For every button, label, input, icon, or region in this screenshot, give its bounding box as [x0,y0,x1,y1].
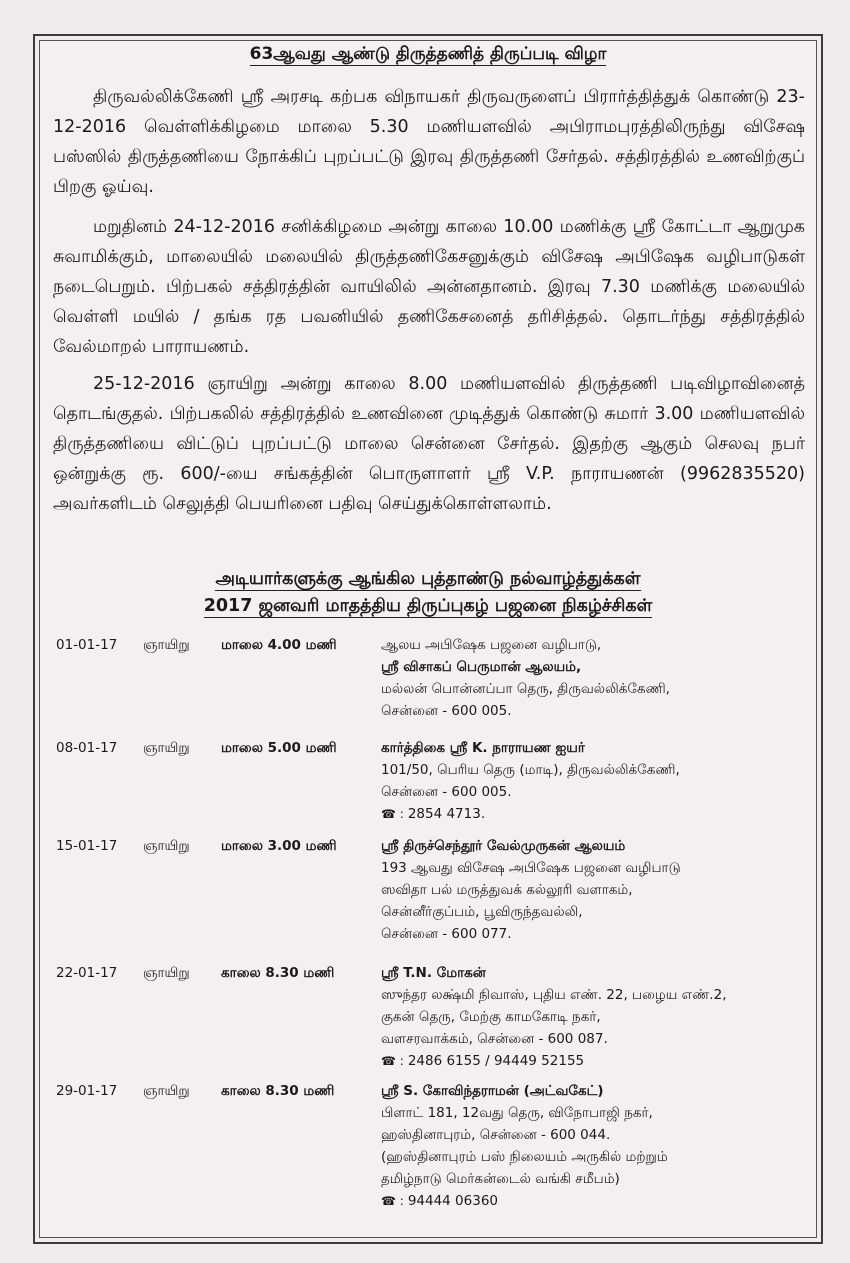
event-title: 63ஆவது ஆண்டு திருத்தணித் திருப்படி விழா [249,44,607,64]
event-date: 29-01-17 [56,1083,118,1099]
event-date: 15-01-17 [56,838,118,854]
event-day: ஞாயிறு [143,838,190,854]
event-time: மாலை 4.00 மணி [221,637,337,653]
telephone-icon: ☎ : [381,1194,404,1208]
document-page [33,34,823,1244]
event-day: ஞாயிறு [143,965,190,981]
paragraph-day2: மறுதினம் 24-12-2016 சனிக்கிழமை அன்று காலை 10.00 மணிக்கு ஸ்ரீ கோட்டா ஆறுமுக சுவாமிக்கும், மாலையில் மலையில் திருத்தணிகேசனுக்கும் விசேஷ அபிஷேக வழிபாடுகள் நடைபெறும். பிற்பகல் சத்திரத்தின் வாயிலில் அன்னதானம். இரவு 7.30 மணிக்கு மலையில் வெள்ளி மயில் / தங்க ரத பவனியில் தணிகேசனைத் தரிசித்தல். தொடர்ந்து சத்திரத்தில் வேல்மாறல் பாராயணம். [53,217,805,357]
venue-line: ஸ்ரீ T.N. மோகன் [381,965,486,981]
venue-line: ஆலய அபிஷேக பஜனை வழிபாடு, [381,637,602,653]
schedule-heading: 2017 ஜனவரி மாதத்திய திருப்புகழ் பஜனை நிகழ்ச்சிகள் [203,596,653,616]
venue-line: குகன் தெரு, மேற்கு காமகோடி நகர், [381,1009,601,1025]
venue-line: பிளாட் 181, 12வது தெரு, விநோபாஜி நகர், [381,1105,653,1121]
venue-line: 101/50, பெரிய தெரு (மாடி), திருவல்லிக்கேணி, [381,762,680,778]
venue-phone: ☎ : 2486 6155 / 94449 52155 [381,1053,585,1069]
event-date: 01-01-17 [56,637,118,653]
venue-line: 193 ஆவது விசேஷ அபிஷேக பஜனை வழிபாடு [381,860,681,876]
event-date: 08-01-17 [56,740,118,756]
venue-line: ஸவிதா பல் மருத்துவக் கல்லூரி வளாகம், [381,882,633,898]
venue-phone: ☎ : 2854 4713. [381,806,486,822]
venue-line: ஹஸ்தினாபுரம், சென்னை - 600 044. [381,1127,611,1143]
event-day: ஞாயிறு [143,637,190,653]
event-day: ஞாயிறு [143,740,190,756]
event-venue [381,1080,668,1212]
venue-line: (ஹஸ்தினாபுரம் பஸ் நிலையம் அருகில் மற்றும் [381,1149,668,1165]
venue-line: ஸுந்தர லக்ஷ்மி நிவாஸ், புதிய எண். 22, பழைய எண்.2, [381,987,727,1003]
event-time: மாலை 3.00 மணி [221,838,337,854]
event-venue [381,737,680,825]
venue-line: கார்த்திகை ஸ்ரீ K. நாராயண ஐயர் [381,740,585,756]
event-venue [381,835,681,945]
venue-line: ஸ்ரீ திருச்செந்தூர் வேல்முருகன் ஆலயம் [381,838,626,854]
event-date: 22-01-17 [56,965,118,981]
venue-line: சென்னை - 600 005. [381,703,512,719]
event-venue [381,962,726,1072]
venue-line: தமிழ்நாடு மெர்கன்டைல் வங்கி சமீபம்) [381,1171,620,1187]
venue-line: சென்னை - 600 077. [381,926,512,942]
event-day: ஞாயிறு [143,1083,190,1099]
telephone-icon: ☎ : [381,807,404,821]
telephone-icon: ☎ : [381,1054,404,1068]
event-time: காலை 8.30 மணி [221,965,335,981]
venue-line: வளசரவாக்கம், சென்னை - 600 087. [381,1031,608,1047]
event-time: காலை 8.30 மணி [221,1083,335,1099]
venue-line: சென்னை - 600 005. [381,784,512,800]
venue-line: சென்னீர்குப்பம், பூவிருந்தவல்லி, [381,904,583,920]
venue-line: ஸ்ரீ S. கோவிந்தராமன் (அட்வகேட்) [381,1083,604,1099]
event-venue [381,634,670,722]
paragraph-day3: 25-12-2016 ஞாயிறு அன்று காலை 8.00 மணியளவில் திருத்தணி படிவிழாவினைத் தொடங்குதல். பிற்பகலில் சத்திரத்தில் உணவினை முடித்துக் கொண்டு சுமார் 3.00 மணியளவில் திருத்தணியை விட்டுப் புறப்பட்டு மாலை சென்னை சேர்தல். இதற்கு ஆகும் செலவு நபர் ஒன்றுக்கு ரூ. 600/-யை சங்கத்தின் பொருளாளர் ஸ்ரீ V.P. நாராயணன் (9962835520) அவர்களிடம் செலுத்தி பெயரினை பதிவு செய்துக்கொள்ளலாம். [53,374,805,514]
paragraph-day1: திருவல்லிக்கேணி ஸ்ரீ அரசடி கற்பக விநாயகர் திருவருளைப் பிரார்த்தித்துக் கொண்டு 23-12-2016 வெள்ளிக்கிழமை மாலை 5.30 மணியளவில் அபிராமபுரத்திலிருந்து விசேஷ பஸ்ஸில் திருத்தணியை நோக்கிப் புறப்பட்டு இரவு திருத்தணி சேர்தல். சத்திரத்தில் உணவிற்குப் பிறகு ஓய்வு. [53,87,805,197]
venue-line: ஸ்ரீ விசாகப் பெருமான் ஆலயம், [381,659,582,675]
new-year-greeting: அடியார்களுக்கு ஆங்கில புத்தாண்டு நல்வாழ்த்துக்கள் [215,569,641,589]
event-time: மாலை 5.00 மணி [221,740,337,756]
venue-phone: ☎ : 94444 06360 [381,1193,498,1209]
venue-line: மல்லன் பொன்னப்பா தெரு, திருவல்லிக்கேணி, [381,681,670,697]
